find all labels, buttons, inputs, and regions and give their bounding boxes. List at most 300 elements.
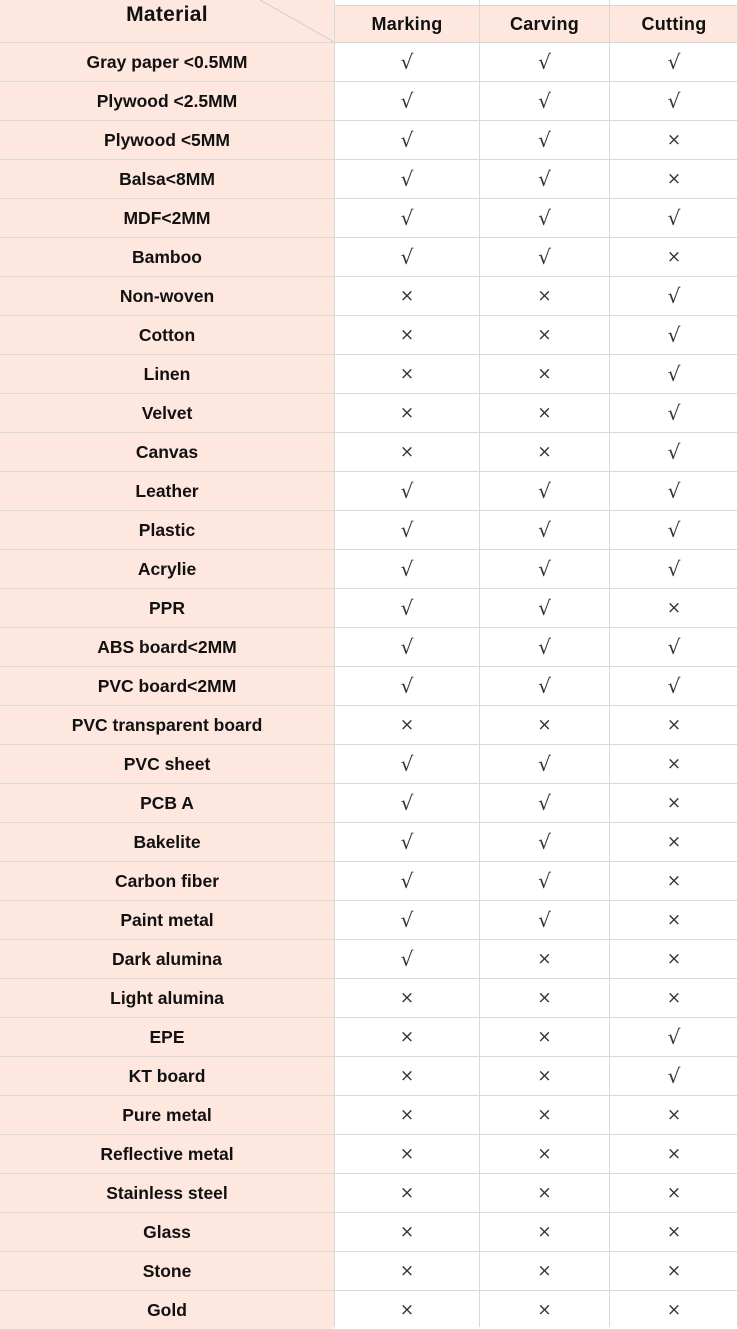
marking-cell [335,355,479,393]
check-mark-icon: √ [667,206,681,230]
check-mark-icon: √ [538,89,551,113]
check-mark-icon: √ [538,479,551,503]
table-row [0,472,738,510]
table-row [0,511,738,549]
cross-mark-icon: × [666,715,682,735]
carving-cell [480,550,609,588]
material-cell [0,628,334,666]
carving-cell [480,901,609,939]
table-row [0,706,738,744]
table-row [0,1135,738,1173]
marking-cell [335,1096,479,1134]
check-mark-icon: √ [667,284,681,308]
carving-cell [480,979,609,1017]
marking-cell [335,628,479,666]
row-divider [0,978,738,979]
cutting-cell [610,784,738,822]
material-name: Stone [142,1260,192,1281]
cross-mark-icon: × [666,754,682,774]
marking-cell [335,1252,479,1290]
marking-cell [335,1018,479,1056]
cutting-cell [610,1252,738,1290]
row-divider [0,471,738,472]
table-row [0,862,738,900]
marking-cell [335,706,479,744]
row-divider [0,1212,738,1213]
carving-cell [480,745,609,783]
material-cell [0,1057,334,1095]
check-mark-icon: √ [538,635,551,659]
table-row [0,901,738,939]
cross-mark-icon: × [399,715,415,735]
cross-mark-icon: × [666,1144,682,1164]
check-mark-icon: √ [667,635,681,659]
cross-mark-icon: × [399,442,415,462]
row-divider [0,1017,738,1018]
carving-cell [480,316,609,354]
check-mark-icon: √ [667,557,681,581]
material-cell [0,901,334,939]
cross-mark-icon: × [537,1222,552,1242]
check-mark-icon: √ [667,362,681,386]
table-row [0,1291,738,1329]
cutting-cell [610,940,738,978]
marking-cell [335,589,479,627]
marking-cell [335,1291,479,1329]
row-divider [0,1056,738,1057]
cross-mark-icon: × [537,286,552,306]
cutting-cell [610,628,738,666]
column-divider [334,0,335,1327]
row-divider [0,237,738,238]
row-divider [0,939,738,940]
row-divider [0,120,738,121]
marking-cell [335,394,479,432]
carving-cell [480,43,609,81]
header-marking [335,6,479,42]
carving-cell [480,1252,609,1290]
marking-cell [335,901,479,939]
check-mark-icon: √ [538,596,551,620]
material-cell [0,121,334,159]
material-cell [0,238,334,276]
material-name: Reflective metal [100,1143,234,1164]
check-mark-icon: √ [667,518,681,542]
cutting-cell [610,1096,738,1134]
material-name: Glass [143,1221,191,1242]
marking-cell [335,784,479,822]
check-mark-icon: √ [538,830,551,854]
cross-mark-icon: × [537,1144,552,1164]
row-divider [0,822,738,823]
marking-cell [335,82,479,120]
material-name: PCB A [140,792,194,813]
header-material [0,0,334,42]
cross-mark-icon: × [537,364,552,384]
cutting-cell [610,199,738,237]
cutting-cell [610,1174,738,1212]
marking-cell [335,667,479,705]
check-mark-icon: √ [667,401,681,425]
cutting-cell [610,667,738,705]
check-mark-icon: √ [400,518,414,542]
table-row [0,1096,738,1134]
row-divider [0,705,738,706]
cross-mark-icon: × [666,1261,682,1281]
material-name: PVC transparent board [71,714,263,735]
carving-cell [480,667,609,705]
cutting-cell [610,82,738,120]
cutting-cell [610,589,738,627]
material-cell [0,823,334,861]
marking-cell [335,316,479,354]
table-row [0,199,738,237]
marking-cell [335,433,479,471]
material-cell [0,1174,334,1212]
check-mark-icon: √ [400,167,414,191]
material-cell [0,277,334,315]
table-row [0,784,738,822]
material-name: Canvas [135,441,199,462]
material-cell [0,511,334,549]
row-divider [0,354,738,355]
material-name: PPR [149,597,185,618]
cutting-cell [610,1018,738,1056]
cutting-cell [610,472,738,510]
cross-mark-icon: × [399,988,415,1008]
marking-cell [335,1174,479,1212]
row-divider [0,393,738,394]
table-row [0,1213,738,1251]
check-mark-icon: √ [400,791,414,815]
table-row [0,433,738,471]
cutting-cell [610,745,738,783]
check-mark-icon: √ [667,89,681,113]
row-divider [0,432,738,433]
check-mark-icon: √ [538,245,551,269]
cross-mark-icon: × [666,832,682,852]
check-mark-icon: √ [400,557,414,581]
cross-mark-icon: × [399,1300,415,1320]
row-divider [0,81,738,82]
cross-mark-icon: × [537,1027,552,1047]
table-row [0,394,738,432]
cross-mark-icon: × [399,1261,415,1281]
material-name: Bakelite [133,831,201,852]
cross-mark-icon: × [666,793,682,813]
material-name: Plastic [138,519,196,540]
check-mark-icon: √ [400,635,414,659]
cross-mark-icon: × [666,1105,682,1125]
cross-mark-icon: × [399,1027,415,1047]
cutting-cell [610,160,738,198]
material-name: PVC sheet [123,753,211,774]
header-material-label: Material [126,3,208,26]
material-name: Dark alumina [112,948,222,969]
carving-cell [480,238,609,276]
check-mark-icon: √ [538,128,551,152]
table-row [0,1252,738,1290]
table-row [0,316,738,354]
cutting-cell [610,1135,738,1173]
carving-cell [480,784,609,822]
cutting-cell [610,823,738,861]
check-mark-icon: √ [538,791,551,815]
carving-cell [480,589,609,627]
carving-cell [480,1057,609,1095]
cross-mark-icon: × [666,1222,682,1242]
carving-cell [480,160,609,198]
check-mark-icon: √ [400,50,414,74]
cross-mark-icon: × [666,598,682,618]
marking-cell [335,1135,479,1173]
check-mark-icon: √ [400,89,414,113]
check-mark-icon: √ [538,908,551,932]
cross-mark-icon: × [666,1183,682,1203]
check-mark-icon: √ [400,674,414,698]
material-name: Carbon fiber [114,870,220,891]
marking-cell [335,238,479,276]
cross-mark-icon: × [537,1300,552,1320]
material-cell [0,589,334,627]
row-divider [0,627,738,628]
cross-mark-icon: × [537,325,552,345]
cross-mark-icon: × [666,1300,682,1320]
material-name: Linen [143,363,191,384]
cutting-cell [610,550,738,588]
material-cell [0,433,334,471]
material-name: KT board [128,1065,206,1086]
check-mark-icon: √ [667,440,681,464]
cross-mark-icon: × [666,130,682,150]
cross-mark-icon: × [537,949,552,969]
cross-mark-icon: × [666,988,682,1008]
cutting-cell [610,901,738,939]
cutting-cell [610,979,738,1017]
table-row [0,589,738,627]
table-row [0,940,738,978]
marking-cell [335,43,479,81]
material-name: Non-woven [119,285,215,306]
marking-cell [335,121,479,159]
check-mark-icon: √ [400,596,414,620]
row-divider [0,42,738,43]
check-mark-icon: √ [667,50,681,74]
cutting-cell [610,316,738,354]
cutting-cell [610,394,738,432]
table-row [0,667,738,705]
row-divider [0,1095,738,1096]
table-row [0,550,738,588]
table-row [0,82,738,120]
row-divider [0,315,738,316]
marking-cell [335,979,479,1017]
check-mark-icon: √ [400,830,414,854]
check-mark-icon: √ [400,947,414,971]
material-cell [0,784,334,822]
material-name: Paint metal [120,909,214,930]
check-mark-icon: √ [667,674,681,698]
material-cell [0,1018,334,1056]
material-name: Gold [147,1299,187,1320]
cutting-cell [610,433,738,471]
material-cell [0,1096,334,1134]
header-carving [480,6,609,42]
row-divider [0,861,738,862]
row-divider [0,510,738,511]
check-mark-icon: √ [538,869,551,893]
material-name: Pure metal [122,1104,212,1125]
check-mark-icon: √ [400,128,414,152]
material-cell [0,160,334,198]
cross-mark-icon: × [666,910,682,930]
carving-cell [480,823,609,861]
cross-mark-icon: × [537,715,552,735]
row-divider [0,549,738,550]
material-name: Gray paper <0.5MM [86,51,248,72]
cutting-cell [610,706,738,744]
material-cell [0,745,334,783]
cutting-cell [610,1213,738,1251]
cross-mark-icon: × [537,1105,552,1125]
material-name: MDF<2MM [123,207,211,228]
row-divider [0,276,738,277]
material-name: Bamboo [132,246,202,267]
carving-cell [480,511,609,549]
table-row [0,1057,738,1095]
marking-cell [335,940,479,978]
cutting-cell [610,277,738,315]
material-cell [0,1135,334,1173]
marking-cell [335,745,479,783]
table-row [0,745,738,783]
carving-cell [480,355,609,393]
carving-cell [480,433,609,471]
material-cell [0,1252,334,1290]
cross-mark-icon: × [399,1105,415,1125]
check-mark-icon: √ [667,1025,681,1049]
material-name: PVC board<2MM [97,675,237,696]
carving-cell [480,1135,609,1173]
material-cell [0,472,334,510]
carving-cell [480,1213,609,1251]
marking-cell [335,472,479,510]
check-mark-icon: √ [667,1064,681,1088]
marking-cell [335,823,479,861]
row-divider [0,666,738,667]
carving-cell [480,394,609,432]
material-name: Plywood <5MM [104,129,230,150]
marking-cell [335,550,479,588]
cross-mark-icon: × [399,364,415,384]
material-name: Acrylie [137,558,197,579]
carving-cell [480,628,609,666]
marking-cell [335,199,479,237]
check-mark-icon: √ [538,752,551,776]
table-row [0,1174,738,1212]
material-name: Velvet [141,402,193,423]
cutting-cell [610,511,738,549]
row-divider [0,1251,738,1252]
carving-cell [480,277,609,315]
cross-mark-icon: × [666,247,682,267]
material-name: Leather [135,480,199,501]
material-cell [0,199,334,237]
material-name: Plywood <2.5MM [96,90,238,111]
cutting-cell [610,121,738,159]
check-mark-icon: √ [538,518,551,542]
row-divider [0,783,738,784]
material-name: Balsa<8MM [119,168,215,189]
cross-mark-icon: × [399,286,415,306]
check-mark-icon: √ [538,674,551,698]
row-divider [0,1173,738,1174]
check-mark-icon: √ [667,479,681,503]
material-cell [0,355,334,393]
cutting-cell [610,1057,738,1095]
material-cell [0,550,334,588]
cutting-cell [610,862,738,900]
carving-cell [480,862,609,900]
marking-cell [335,862,479,900]
carving-cell [480,1018,609,1056]
check-mark-icon: √ [400,869,414,893]
material-name: Cotton [138,324,196,345]
carving-cell [480,1291,609,1329]
check-mark-icon: √ [538,50,551,74]
table-row [0,121,738,159]
table-row [0,628,738,666]
header-cutting [610,6,738,42]
cross-mark-icon: × [399,1183,415,1203]
header-marking-label: Marking [371,13,443,34]
carving-cell [480,199,609,237]
cutting-cell [610,238,738,276]
check-mark-icon: √ [538,557,551,581]
check-mark-icon: √ [538,206,551,230]
marking-cell [335,1213,479,1251]
cross-mark-icon: × [537,403,552,423]
cross-mark-icon: × [666,871,682,891]
table-row [0,43,738,81]
carving-cell [480,706,609,744]
table-row [0,160,738,198]
material-cell [0,862,334,900]
cross-mark-icon: × [537,1183,552,1203]
marking-cell [335,511,479,549]
check-mark-icon: √ [667,323,681,347]
table-row [0,238,738,276]
carving-cell [480,82,609,120]
header-top-divider [334,5,738,6]
carving-cell [480,1096,609,1134]
carving-cell [480,1174,609,1212]
check-mark-icon: √ [400,752,414,776]
cross-mark-icon: × [399,1222,415,1242]
cutting-cell [610,1291,738,1329]
carving-cell [480,472,609,510]
check-mark-icon: √ [400,908,414,932]
material-cell [0,667,334,705]
check-mark-icon: √ [400,206,414,230]
table-row [0,355,738,393]
check-mark-icon: √ [400,245,414,269]
header-cutting-label: Cutting [641,13,707,34]
material-cell [0,979,334,1017]
carving-cell [480,121,609,159]
material-cell [0,1213,334,1251]
carving-cell [480,940,609,978]
